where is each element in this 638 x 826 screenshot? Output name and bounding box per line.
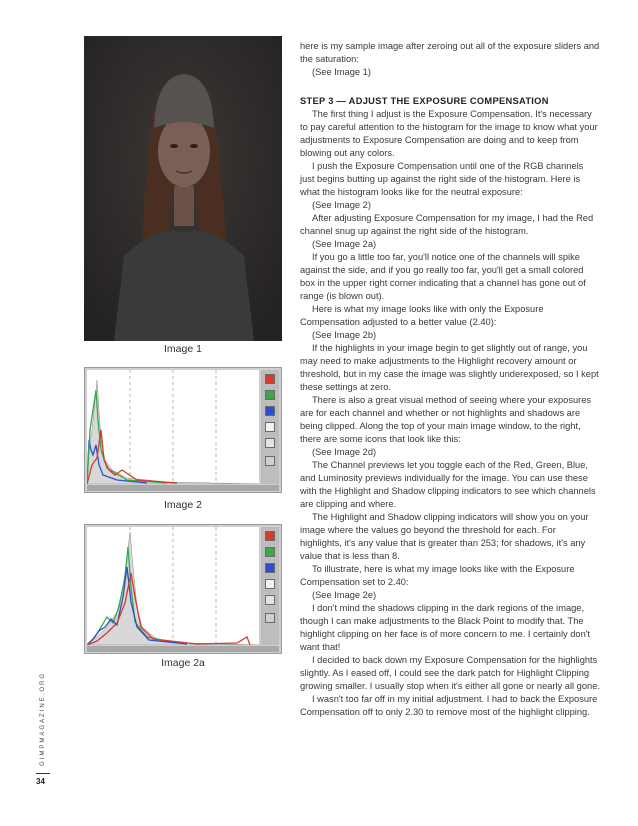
luminosity-toggle[interactable] bbox=[265, 579, 275, 589]
blue-channel-toggle[interactable] bbox=[265, 406, 275, 416]
highlight-clip-toggle[interactable] bbox=[265, 595, 275, 605]
paragraph: If the highlights in your image begin to get slightly out of range, you may need to make adjustments to the Highlight recovery amount or threshold, but in my case the image was slightly underexposed, so I kept these settings at zero. bbox=[300, 343, 599, 392]
histogram-plot-2a bbox=[87, 527, 259, 645]
portrait-photo bbox=[84, 36, 282, 341]
paragraph: The first thing I adjust is the Exposure Compensation. It's necessary to pay careful attention to the histogram for the image to know what your adjustments to Exposure Compensation are doing and to keep from blowing out any colors. bbox=[300, 109, 598, 158]
paragraph: I don't mind the shadows clipping in the dark regions of the image, though I can make adjustments to the Black Point to modify that. The highlight clipping on her face is of more concern to me. I certainly don't want that! bbox=[300, 603, 591, 652]
histogram-image-2 bbox=[84, 367, 282, 493]
article-column bbox=[300, 40, 600, 719]
paragraph: To illustrate, here is what my image looks like with the Exposure Compensation set to 2.40: bbox=[300, 564, 575, 587]
page-number-rule bbox=[36, 773, 50, 774]
channel-toggles bbox=[261, 370, 279, 484]
red-channel-toggle[interactable] bbox=[265, 374, 275, 384]
portrait-illustration bbox=[84, 36, 282, 341]
shadow-clip-toggle[interactable] bbox=[265, 456, 275, 466]
paragraph: I decided to back down my Exposure Compensation for the highlights slightly. As I eased off, I could see the dark patch for Highlight Clipping growing smaller. I usually stop when it's either all gone or nearly all gone. bbox=[300, 655, 600, 691]
paragraph: The Highlight and Shadow clipping indicators will show you on your image where the values go beyond the threshold for each. For highlights, it's any value that is greater than 253; for shadows, it's any value that is less than 8. bbox=[300, 512, 589, 561]
image-reference: (See Image 2a) bbox=[312, 239, 377, 249]
image-reference: (See Image 2b) bbox=[312, 330, 377, 340]
caption-image-2a: Image 2a bbox=[161, 657, 205, 669]
paragraph: here is my sample image after zeroing out all of the exposure sliders and the saturation: bbox=[300, 41, 600, 64]
image-reference: (See Image 1) bbox=[312, 67, 371, 77]
shadow-clip-toggle[interactable] bbox=[265, 613, 275, 623]
paragraph: I wasn't too far off in my initial adjustment. I had to back the Exposure Compensation off to only 2.30 to remove most of the highlight clipping. bbox=[300, 694, 598, 717]
paragraph: If you go a little too far, you'll notice one of the channels will spike against the side, and if you go really too far, you'll get a small colored box in the upper right corner indicating that a channel has gone out of range (is blown out). bbox=[300, 252, 586, 301]
caption-image-1: Image 1 bbox=[164, 343, 202, 355]
paragraph: I push the Exposure Compensation until one of the RGB channels just begins butting up against the right side of the histogram. Here is what the histogram looks like for the neutral exposure: bbox=[300, 161, 584, 197]
channel-toggles-2a bbox=[261, 527, 279, 645]
luminosity-toggle[interactable] bbox=[265, 422, 275, 432]
histogram-graph bbox=[87, 370, 259, 484]
histogram-image-2a bbox=[84, 524, 282, 654]
red-channel-toggle[interactable] bbox=[265, 531, 275, 541]
section-heading: STEP 3 — ADJUST THE EXPOSURE COMPENSATION bbox=[300, 96, 549, 106]
green-channel-toggle[interactable] bbox=[265, 547, 275, 557]
image-reference: (See Image 2e) bbox=[312, 590, 377, 600]
paragraph: The Channel previews let you toggle each of the Red, Green, Blue, and Luminosity previews individually for the image. You can use these with the Highlight and Shadow clipping indicators to see which channels are clipping and where. bbox=[300, 460, 596, 509]
image-reference: (See Image 2d) bbox=[312, 447, 377, 457]
histogram-plot bbox=[87, 370, 259, 484]
paragraph: Here is what my image looks like with only the Exposure Compensation adjusted to a better value (2.40): bbox=[300, 304, 544, 327]
histogram-graph-2a bbox=[87, 527, 259, 645]
blue-channel-toggle[interactable] bbox=[265, 563, 275, 573]
site-label bbox=[40, 671, 50, 766]
paragraph: After adjusting Exposure Compensation for my image, I had the Red channel snug up against the right side of the histogram. bbox=[300, 213, 594, 236]
histogram-scrollbar bbox=[87, 485, 279, 491]
site-name: GIMPMAGAZINE.ORG bbox=[40, 671, 46, 766]
image-reference: (See Image 2) bbox=[312, 200, 371, 210]
page-number: 34 bbox=[36, 777, 45, 786]
green-channel-toggle[interactable] bbox=[265, 390, 275, 400]
highlight-clip-toggle[interactable] bbox=[265, 438, 275, 448]
caption-image-2: Image 2 bbox=[164, 499, 202, 511]
histogram-scrollbar-2a bbox=[87, 646, 279, 652]
paragraph: There is also a great visual method of seeing where your exposures are for each channel and whether or not highlights and shadows are being clipped. Along the top of your main image window, to the right, there are some icons that look like this: bbox=[300, 395, 592, 444]
